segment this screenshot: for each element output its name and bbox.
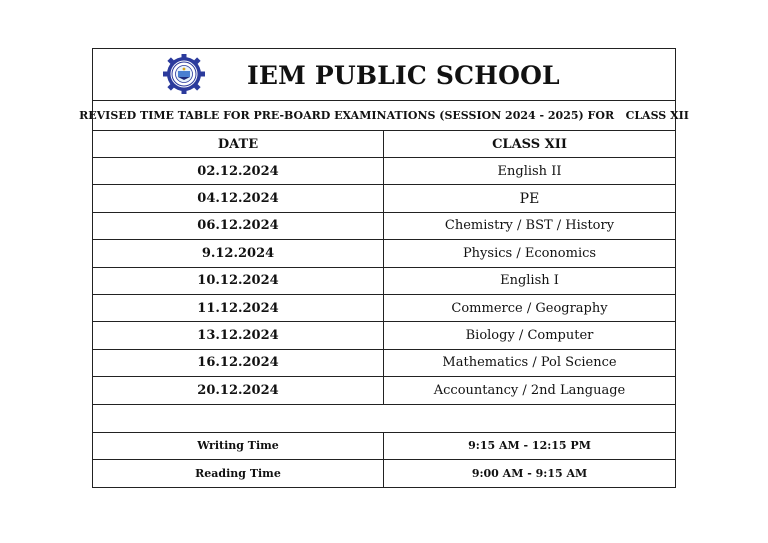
exam-date: 04.12.2024 bbox=[93, 185, 384, 211]
timing-label: Reading Time bbox=[93, 460, 384, 487]
table-row bbox=[93, 350, 675, 377]
class-column-header: CLASS XII bbox=[492, 136, 567, 152]
exam-subject: Physics / Economics bbox=[462, 245, 597, 261]
table-row bbox=[93, 240, 675, 267]
exam-subject: Mathematics / Pol Science bbox=[442, 355, 617, 371]
timing-value: 9:00 AM - 9:15 AM bbox=[471, 466, 588, 480]
exam-subject: Biology / Computer bbox=[465, 328, 594, 344]
blank-row bbox=[93, 405, 675, 433]
date-column-header: DATE bbox=[93, 131, 384, 157]
table-row bbox=[93, 322, 675, 349]
table-row bbox=[93, 295, 675, 322]
exam-subject: Chemistry / BST / History bbox=[444, 218, 615, 234]
exam-date: 16.12.2024 bbox=[93, 350, 384, 376]
table-row bbox=[93, 158, 675, 185]
exam-subject: English II bbox=[497, 163, 562, 179]
school-emblem-icon bbox=[159, 54, 209, 94]
exam-date: 06.12.2024 bbox=[93, 213, 384, 239]
subtitle: REVISED TIME TABLE FOR PRE-BOARD EXAMINATIONS (SESSION 2024 - 2025) FOR CLASS XII bbox=[79, 109, 689, 122]
timing-label: Writing Time bbox=[93, 433, 384, 459]
exam-subject: Commerce / Geography bbox=[451, 300, 608, 316]
exam-date: 11.12.2024 bbox=[93, 295, 384, 321]
header-row bbox=[93, 49, 675, 101]
table-row bbox=[93, 268, 675, 295]
exam-date: 13.12.2024 bbox=[93, 322, 384, 348]
table-row bbox=[93, 377, 675, 404]
timing-row bbox=[93, 460, 675, 487]
exam-date: 20.12.2024 bbox=[93, 377, 384, 403]
exam-date: 9.12.2024 bbox=[93, 240, 384, 266]
table-row bbox=[93, 185, 675, 212]
exam-subject: Accountancy / 2nd Language bbox=[433, 382, 626, 398]
exam-date: 02.12.2024 bbox=[93, 158, 384, 184]
exam-subject: English I bbox=[500, 273, 559, 289]
column-header-row bbox=[93, 131, 675, 158]
timetable bbox=[79, 48, 689, 488]
timing-value: 9:15 AM - 12:15 PM bbox=[468, 439, 591, 453]
exam-date: 10.12.2024 bbox=[93, 268, 384, 294]
table-row bbox=[93, 213, 675, 240]
exam-subject: PE bbox=[519, 190, 540, 207]
timing-row bbox=[93, 433, 675, 460]
school-name: IEM PUBLIC SCHOOL bbox=[247, 60, 560, 90]
subtitle-row bbox=[79, 101, 689, 131]
